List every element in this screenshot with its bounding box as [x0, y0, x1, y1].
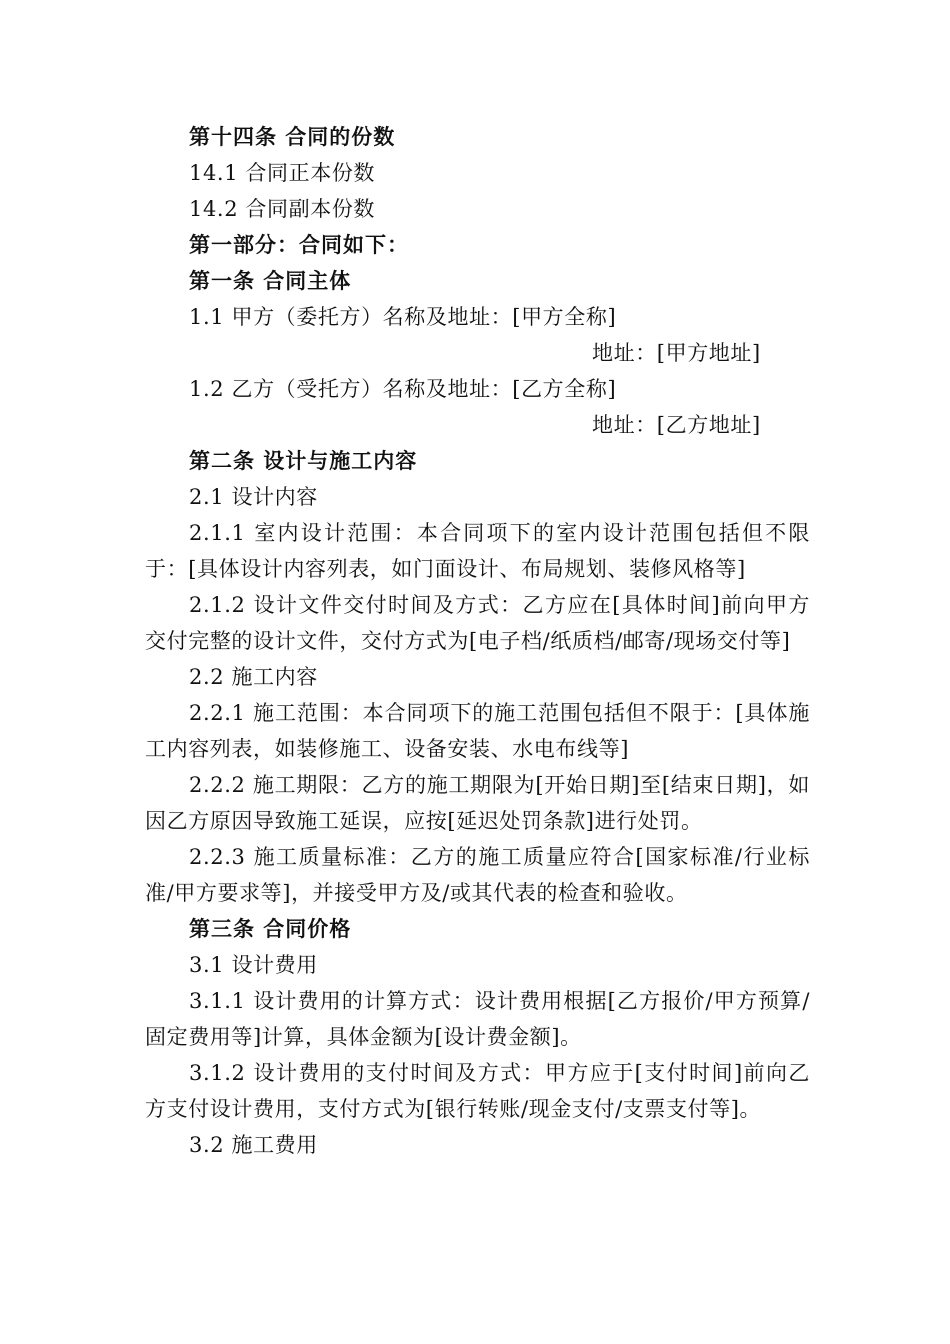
article-2-title: 第二条 设计与施工内容: [189, 449, 418, 473]
clause-1-1: 1.1 甲方（委托方）名称及地址：[甲方全称]: [189, 305, 617, 329]
clause-2-1: 2.1 设计内容: [189, 485, 318, 509]
clause-14-2: 14.2 合同副本份数: [189, 197, 376, 221]
clause-1-2: 1.2 乙方（受托方）名称及地址：[乙方全称]: [189, 377, 617, 401]
party-b-address: 地址：[乙方地址]: [592, 413, 761, 437]
clause-3-2: 3.2 施工费用: [189, 1133, 318, 1157]
party-a-address: 地址：[甲方地址]: [592, 341, 761, 365]
article-1-title: 第一条 合同主体: [189, 269, 352, 293]
clause-2-1-1: 2.1.1 室内设计范围：本合同项下的室内设计范围包括但不限于：[具体设计内容列表，如门面设计、布局规划、装修风格等]: [145, 521, 810, 581]
clause-3-1-1: 3.1.1 设计费用的计算方式：设计费用根据[乙方报价/甲方预算/固定费用等]计算，具体金额为[设计费金额]。: [145, 989, 810, 1049]
part-1-title: 第一部分：合同如下：: [189, 233, 409, 257]
article-14-title: 第十四条 合同的份数: [189, 125, 396, 149]
clause-2-2-3: 2.2.3 施工质量标准：乙方的施工质量应符合[国家标准/行业标准/甲方要求等]，并接受甲方及/或其代表的检查和验收。: [145, 845, 810, 905]
article-3-title: 第三条 合同价格: [189, 917, 352, 941]
contract-page: [145, 119, 810, 1163]
clause-14-1: 14.1 合同正本份数: [189, 161, 376, 185]
clause-2-2-2: 2.2.2 施工期限：乙方的施工期限为[开始日期]至[结束日期]，如因乙方原因导致施工延误，应按[延迟处罚条款]进行处罚。: [145, 773, 810, 833]
clause-2-1-2: 2.1.2 设计文件交付时间及方式：乙方应在[具体时间]前向甲方交付完整的设计文件，交付方式为[电子档/纸质档/邮寄/现场交付等]: [145, 593, 810, 653]
clause-2-2: 2.2 施工内容: [189, 665, 318, 689]
clause-3-1: 3.1 设计费用: [189, 953, 318, 977]
clause-2-2-1: 2.2.1 施工范围：本合同项下的施工范围包括但不限于：[具体施工内容列表，如装修施工、设备安装、水电布线等]: [145, 701, 810, 761]
clause-3-1-2: 3.1.2 设计费用的支付时间及方式：甲方应于[支付时间]前向乙方支付设计费用，支付方式为[银行转账/现金支付/支票支付等]。: [145, 1061, 810, 1121]
